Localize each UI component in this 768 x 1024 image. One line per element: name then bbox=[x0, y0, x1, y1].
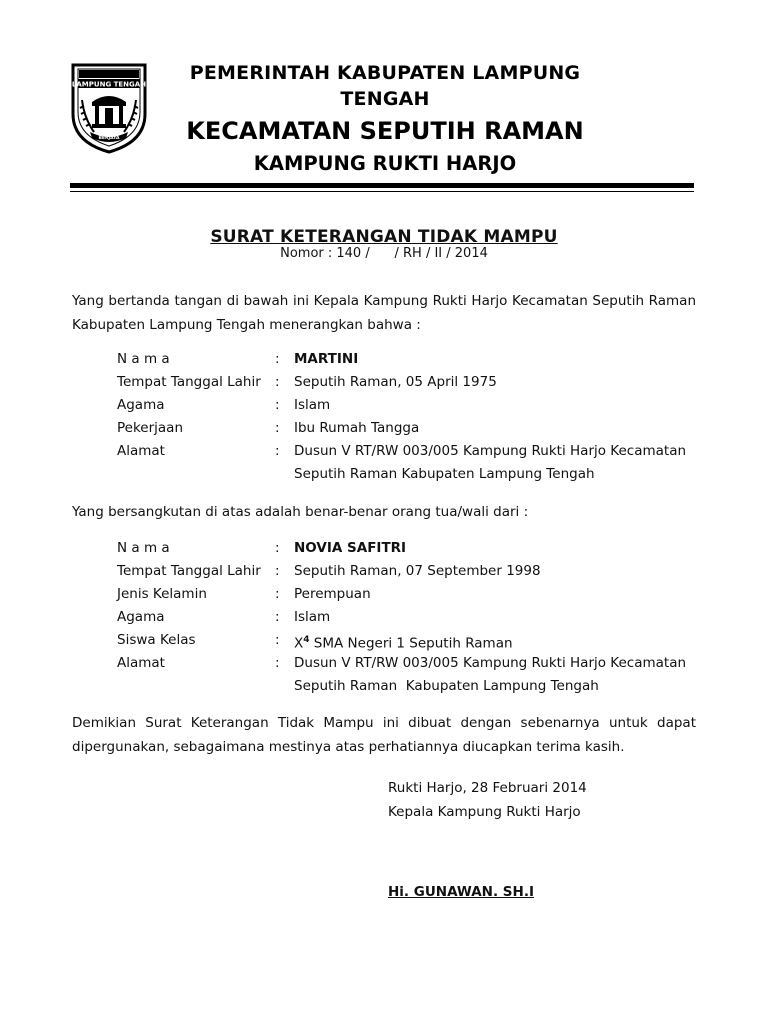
field-value-religion: Islam bbox=[294, 397, 331, 413]
letterhead-thick-rule bbox=[70, 183, 694, 188]
field-value-address bbox=[294, 440, 708, 486]
field-value-address bbox=[294, 652, 708, 698]
field-colon: : bbox=[275, 563, 280, 579]
signature-block bbox=[388, 776, 718, 824]
field-value-religion: Islam bbox=[294, 609, 331, 625]
address-line-2: Seputih Raman Kabupaten Lampung Tengah bbox=[294, 678, 599, 694]
field-colon: : bbox=[275, 655, 280, 671]
closing-paragraph: Demikian Surat Keterangan Tidak Mampu ini dibuat dengan sebenarnya untuk dapat dipergunakan, sebagaimana mestinya atas perhatiannya diucapkan terima kasih. bbox=[72, 715, 696, 755]
field-colon: : bbox=[275, 351, 280, 367]
emblem-top-text: LAMPUNG TENGAH bbox=[71, 80, 147, 89]
class-superscript: 4 bbox=[303, 635, 310, 645]
field-label: Agama bbox=[117, 609, 165, 625]
signature-position: Kepala Kampung Rukti Harjo bbox=[388, 804, 581, 820]
field-label: N a m a bbox=[117, 540, 170, 556]
lampung-tengah-emblem-logo bbox=[70, 62, 148, 154]
document-title: SURAT KETERANGAN TIDAK MAMPU bbox=[210, 227, 558, 247]
address-line-1: Dusun V RT/RW 003/005 Kampung Rukti Harjo Kecamatan bbox=[294, 655, 687, 671]
field-value-birth: Seputih Raman, 07 September 1998 bbox=[294, 563, 541, 579]
field-colon: : bbox=[275, 540, 280, 556]
field-value-occupation: Ibu Rumah Tangga bbox=[294, 420, 420, 436]
field-colon: : bbox=[275, 443, 280, 459]
field-value-name: NOVIA SAFITRI bbox=[294, 540, 407, 556]
field-row-gender bbox=[117, 583, 707, 606]
field-row-address bbox=[117, 440, 707, 486]
field-row-religion bbox=[117, 606, 707, 629]
field-label: Pekerjaan bbox=[117, 420, 184, 436]
letterhead-thin-rule bbox=[70, 191, 694, 192]
field-label: Jenis Kelamin bbox=[117, 586, 207, 602]
field-value-name: MARTINI bbox=[294, 351, 359, 367]
signatory-name: Hi. GUNAWAN. SH.I bbox=[388, 884, 534, 900]
field-label: Siswa Kelas bbox=[117, 632, 196, 648]
field-row-occupation bbox=[117, 417, 707, 440]
field-row-name bbox=[117, 537, 707, 560]
emblem-bottom-text: BERJAYA bbox=[98, 136, 120, 141]
field-row-religion bbox=[117, 394, 707, 417]
field-colon: : bbox=[275, 397, 280, 413]
address-line-2: Seputih Raman Kabupaten Lampung Tengah bbox=[294, 466, 595, 482]
class-school: SMA Negeri 1 Seputih Raman bbox=[309, 635, 513, 652]
field-colon: : bbox=[275, 374, 280, 390]
address-line-1: Dusun V RT/RW 003/005 Kampung Rukti Harjo Kecamatan bbox=[294, 443, 687, 459]
field-row-name bbox=[117, 348, 707, 371]
child-details bbox=[117, 537, 707, 698]
field-label: N a m a bbox=[117, 351, 170, 367]
field-label: Tempat Tanggal Lahir bbox=[117, 563, 261, 579]
field-value-birth: Seputih Raman, 05 April 1975 bbox=[294, 374, 497, 390]
class-grade: X bbox=[294, 635, 304, 652]
field-label: Tempat Tanggal Lahir bbox=[117, 374, 261, 390]
field-label: Agama bbox=[117, 397, 165, 413]
field-value-gender: Perempuan bbox=[294, 586, 371, 602]
field-row-class bbox=[117, 629, 707, 652]
parent-details bbox=[117, 348, 707, 486]
letterhead-district: KECAMATAN SEPUTIH RAMAN bbox=[186, 117, 584, 145]
connector-paragraph: Yang bersangkutan di atas adalah benar-benar orang tua/wali dari : bbox=[72, 504, 529, 520]
document-number: Nomor : 140 / / RH / II / 2014 bbox=[280, 246, 488, 261]
letterhead-government: PEMERINTAH KABUPATEN LAMPUNG TENGAH bbox=[189, 62, 581, 110]
field-colon: : bbox=[275, 632, 280, 648]
signature-place-date: Rukti Harjo, 28 Februari 2014 bbox=[388, 780, 587, 796]
letterhead-village: KAMPUNG RUKTI HARJO bbox=[253, 152, 517, 175]
field-colon: : bbox=[275, 609, 280, 625]
field-row-birth bbox=[117, 560, 707, 583]
field-label: Alamat bbox=[117, 655, 165, 671]
field-colon: : bbox=[275, 586, 280, 602]
field-label: Alamat bbox=[117, 443, 165, 459]
intro-paragraph: Yang bertanda tangan di bawah ini Kepala Kampung Rukti Harjo Kecamatan Seputih Raman Kabupaten Lampung Tengah menerangkan bahwa : bbox=[72, 293, 696, 333]
field-row-address bbox=[117, 652, 707, 698]
field-colon: : bbox=[275, 420, 280, 436]
field-row-birth bbox=[117, 371, 707, 394]
